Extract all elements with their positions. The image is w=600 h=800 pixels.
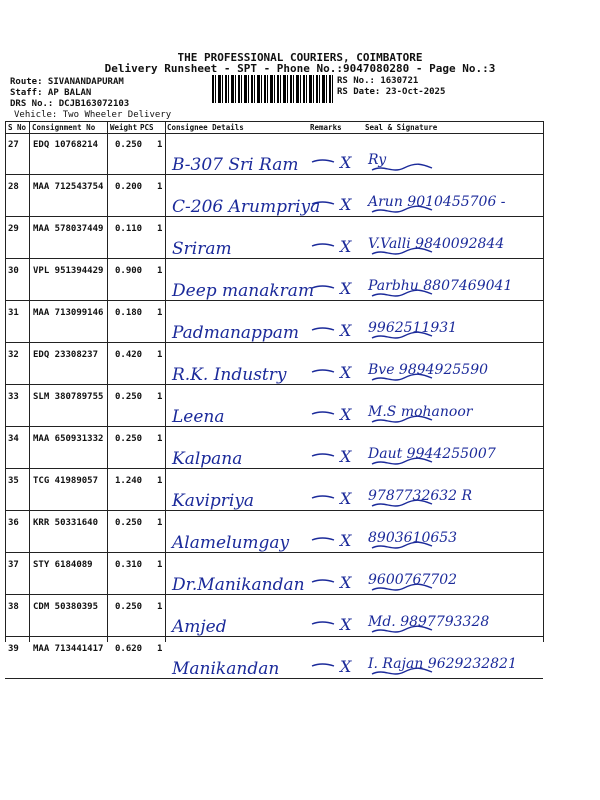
row-consignment-no: MAA 713099146 xyxy=(33,308,104,318)
table-row xyxy=(5,134,543,176)
remark-cross-mark: X xyxy=(340,153,352,172)
rs-date: RS Date: 23-Oct-2025 xyxy=(337,87,446,97)
row-consignment-no: MAA 712543754 xyxy=(33,182,104,192)
table-row xyxy=(5,512,543,554)
col-pcs: PCS xyxy=(140,123,154,132)
row-consignment-no: MAA 578037449 xyxy=(33,224,104,234)
row-sno: 32 xyxy=(8,350,19,360)
row-divider xyxy=(5,552,543,553)
col-seal: Seal & Signature xyxy=(365,123,438,132)
handwritten-consignee: B-307 Sri Ram xyxy=(172,155,299,175)
remark-cross-mark: X xyxy=(340,279,352,298)
row-sno: 39 xyxy=(8,644,19,654)
row-weight: 0.250 xyxy=(115,434,143,444)
remark-cross-mark: X xyxy=(340,531,352,550)
row-weight: 0.900 xyxy=(115,266,143,276)
row-sno: 27 xyxy=(8,140,19,150)
table-row xyxy=(5,260,543,302)
handwritten-signature: Daut 9944255007 xyxy=(368,446,496,462)
company-title: THE PROFESSIONAL COURIERS, COIMBATORE xyxy=(177,51,423,64)
col-consignee: Consignee Details xyxy=(167,123,244,132)
row-weight: 0.620 xyxy=(115,644,143,654)
handwritten-signature: 8903610653 xyxy=(368,530,458,546)
runsheet-subtitle: Delivery Runsheet - SPT - Phone No.:9047080280 - Page No.:3 xyxy=(104,62,496,75)
row-weight: 0.250 xyxy=(115,392,143,402)
handwritten-signature: Arun 9010455706 - xyxy=(368,194,506,210)
handwritten-consignee: Deep manakram xyxy=(172,281,315,301)
row-sno: 36 xyxy=(8,518,19,528)
remark-cross-mark: X xyxy=(340,321,352,340)
handwritten-consignee: Padmanappam xyxy=(172,323,300,343)
row-weight: 0.310 xyxy=(115,560,143,570)
remark-cross-mark: X xyxy=(340,447,352,466)
row-consignment-no: MAA 650931332 xyxy=(33,434,104,444)
row-weight: 0.180 xyxy=(115,308,143,318)
col-divider xyxy=(543,121,544,642)
handwritten-consignee: C-206 Arumpriya xyxy=(172,197,321,217)
row-sno: 37 xyxy=(8,560,19,570)
row-divider xyxy=(5,426,543,427)
row-consignment-no: KRR 50331640 xyxy=(33,518,99,528)
col-remarks: Remarks xyxy=(310,123,342,132)
row-consignment-no: MAA 713441417 xyxy=(33,644,104,654)
table-row xyxy=(5,470,543,512)
remark-cross-mark: X xyxy=(340,573,352,592)
handwritten-consignee: Kavipriya xyxy=(172,491,255,511)
row-weight: 0.420 xyxy=(115,350,143,360)
row-weight: 0.250 xyxy=(115,140,143,150)
row-divider xyxy=(5,174,543,175)
row-weight: 0.200 xyxy=(115,182,143,192)
remark-cross-mark: X xyxy=(340,363,352,382)
table-row xyxy=(5,596,543,638)
row-consignment-no: CDM 50380395 xyxy=(33,602,99,612)
table-row xyxy=(5,638,543,680)
row-divider xyxy=(5,594,543,595)
row-pcs: 1 xyxy=(157,392,163,402)
table-top-rule xyxy=(5,121,543,122)
row-weight: 1.240 xyxy=(115,476,143,486)
remark-cross-mark: X xyxy=(340,489,352,508)
row-pcs: 1 xyxy=(157,434,163,444)
handwritten-signature: 9787732632 R xyxy=(368,488,473,504)
handwritten-signature: 9962511931 xyxy=(368,320,458,336)
col-consignment: Consignment No xyxy=(32,123,96,132)
row-divider xyxy=(5,678,543,679)
row-sno: 29 xyxy=(8,224,19,234)
remark-cross-mark: X xyxy=(340,195,352,214)
row-weight: 0.250 xyxy=(115,602,143,612)
handwritten-signature: 9600767702 xyxy=(368,572,458,588)
row-divider xyxy=(5,468,543,469)
table-row xyxy=(5,302,543,344)
row-divider xyxy=(5,510,543,511)
handwritten-consignee: Amjed xyxy=(172,617,227,637)
row-sno: 38 xyxy=(8,602,19,612)
remark-cross-mark: X xyxy=(340,657,352,676)
table-row xyxy=(5,554,543,596)
row-divider xyxy=(5,636,543,637)
table-row xyxy=(5,218,543,260)
handwritten-signature: V.Valli 9840092844 xyxy=(368,236,505,252)
row-divider xyxy=(5,300,543,301)
handwritten-signature: I. Rajan 9629232821 xyxy=(368,656,517,672)
handwritten-consignee: Dr.Manikandan xyxy=(172,575,305,595)
row-pcs: 1 xyxy=(157,266,163,276)
row-pcs: 1 xyxy=(157,644,163,654)
vehicle-label: Vehicle: Two Wheeler Delivery xyxy=(14,110,172,120)
row-pcs: 1 xyxy=(157,182,163,192)
row-pcs: 1 xyxy=(157,350,163,360)
row-pcs: 1 xyxy=(157,224,163,234)
row-weight: 0.110 xyxy=(115,224,143,234)
row-pcs: 1 xyxy=(157,140,163,150)
col-sno: S No xyxy=(8,123,27,132)
handwritten-signature: Bve 9894925590 xyxy=(368,362,489,378)
handwritten-consignee: Kalpana xyxy=(172,449,243,469)
row-pcs: 1 xyxy=(157,308,163,318)
route-label: Route: SIVANANDAPURAM xyxy=(10,77,124,87)
staff-label: Staff: AP BALAN xyxy=(10,88,92,98)
row-sno: 28 xyxy=(8,182,19,192)
row-consignment-no: VPL 951394429 xyxy=(33,266,104,276)
handwritten-signature: M.S mohanoor xyxy=(368,404,473,420)
row-pcs: 1 xyxy=(157,602,163,612)
table-row xyxy=(5,386,543,428)
table-row xyxy=(5,428,543,470)
row-divider xyxy=(5,342,543,343)
row-sno: 30 xyxy=(8,266,19,276)
row-consignment-no: EDQ 23308237 xyxy=(33,350,99,360)
handwritten-signature: Md. 9897793328 xyxy=(368,614,490,630)
remark-cross-mark: X xyxy=(340,405,352,424)
handwritten-consignee: Leena xyxy=(172,407,225,427)
barcode-image xyxy=(212,75,334,103)
row-divider xyxy=(5,216,543,217)
table-row xyxy=(5,176,543,218)
row-pcs: 1 xyxy=(157,560,163,570)
handwritten-consignee: Sriram xyxy=(172,239,232,259)
row-consignment-no: SLM 380789755 xyxy=(33,392,104,402)
handwritten-signature: Parbhu 8807469041 xyxy=(368,278,513,294)
row-sno: 31 xyxy=(8,308,19,318)
row-sno: 35 xyxy=(8,476,19,486)
remark-cross-mark: X xyxy=(340,615,352,634)
handwritten-signature: Ry xyxy=(368,152,387,168)
handwritten-consignee: Alamelumgay xyxy=(172,533,290,553)
row-pcs: 1 xyxy=(157,518,163,528)
table-row xyxy=(5,344,543,386)
row-divider xyxy=(5,384,543,385)
row-pcs: 1 xyxy=(157,476,163,486)
handwritten-consignee: R.K. Industry xyxy=(172,365,287,385)
rs-number: RS No.: 1630721 xyxy=(337,76,419,86)
row-consignment-no: EDQ 10768214 xyxy=(33,140,99,150)
row-consignment-no: TCG 41989057 xyxy=(33,476,99,486)
row-divider xyxy=(5,258,543,259)
remark-cross-mark: X xyxy=(340,237,352,256)
row-sno: 33 xyxy=(8,392,19,402)
row-weight: 0.250 xyxy=(115,518,143,528)
drs-label: DRS No.: DCJB163072103 xyxy=(10,99,130,109)
col-weight: Weight xyxy=(110,123,138,132)
handwritten-consignee: Manikandan xyxy=(172,659,280,679)
row-consignment-no: STY 6184089 xyxy=(33,560,93,570)
row-sno: 34 xyxy=(8,434,19,444)
